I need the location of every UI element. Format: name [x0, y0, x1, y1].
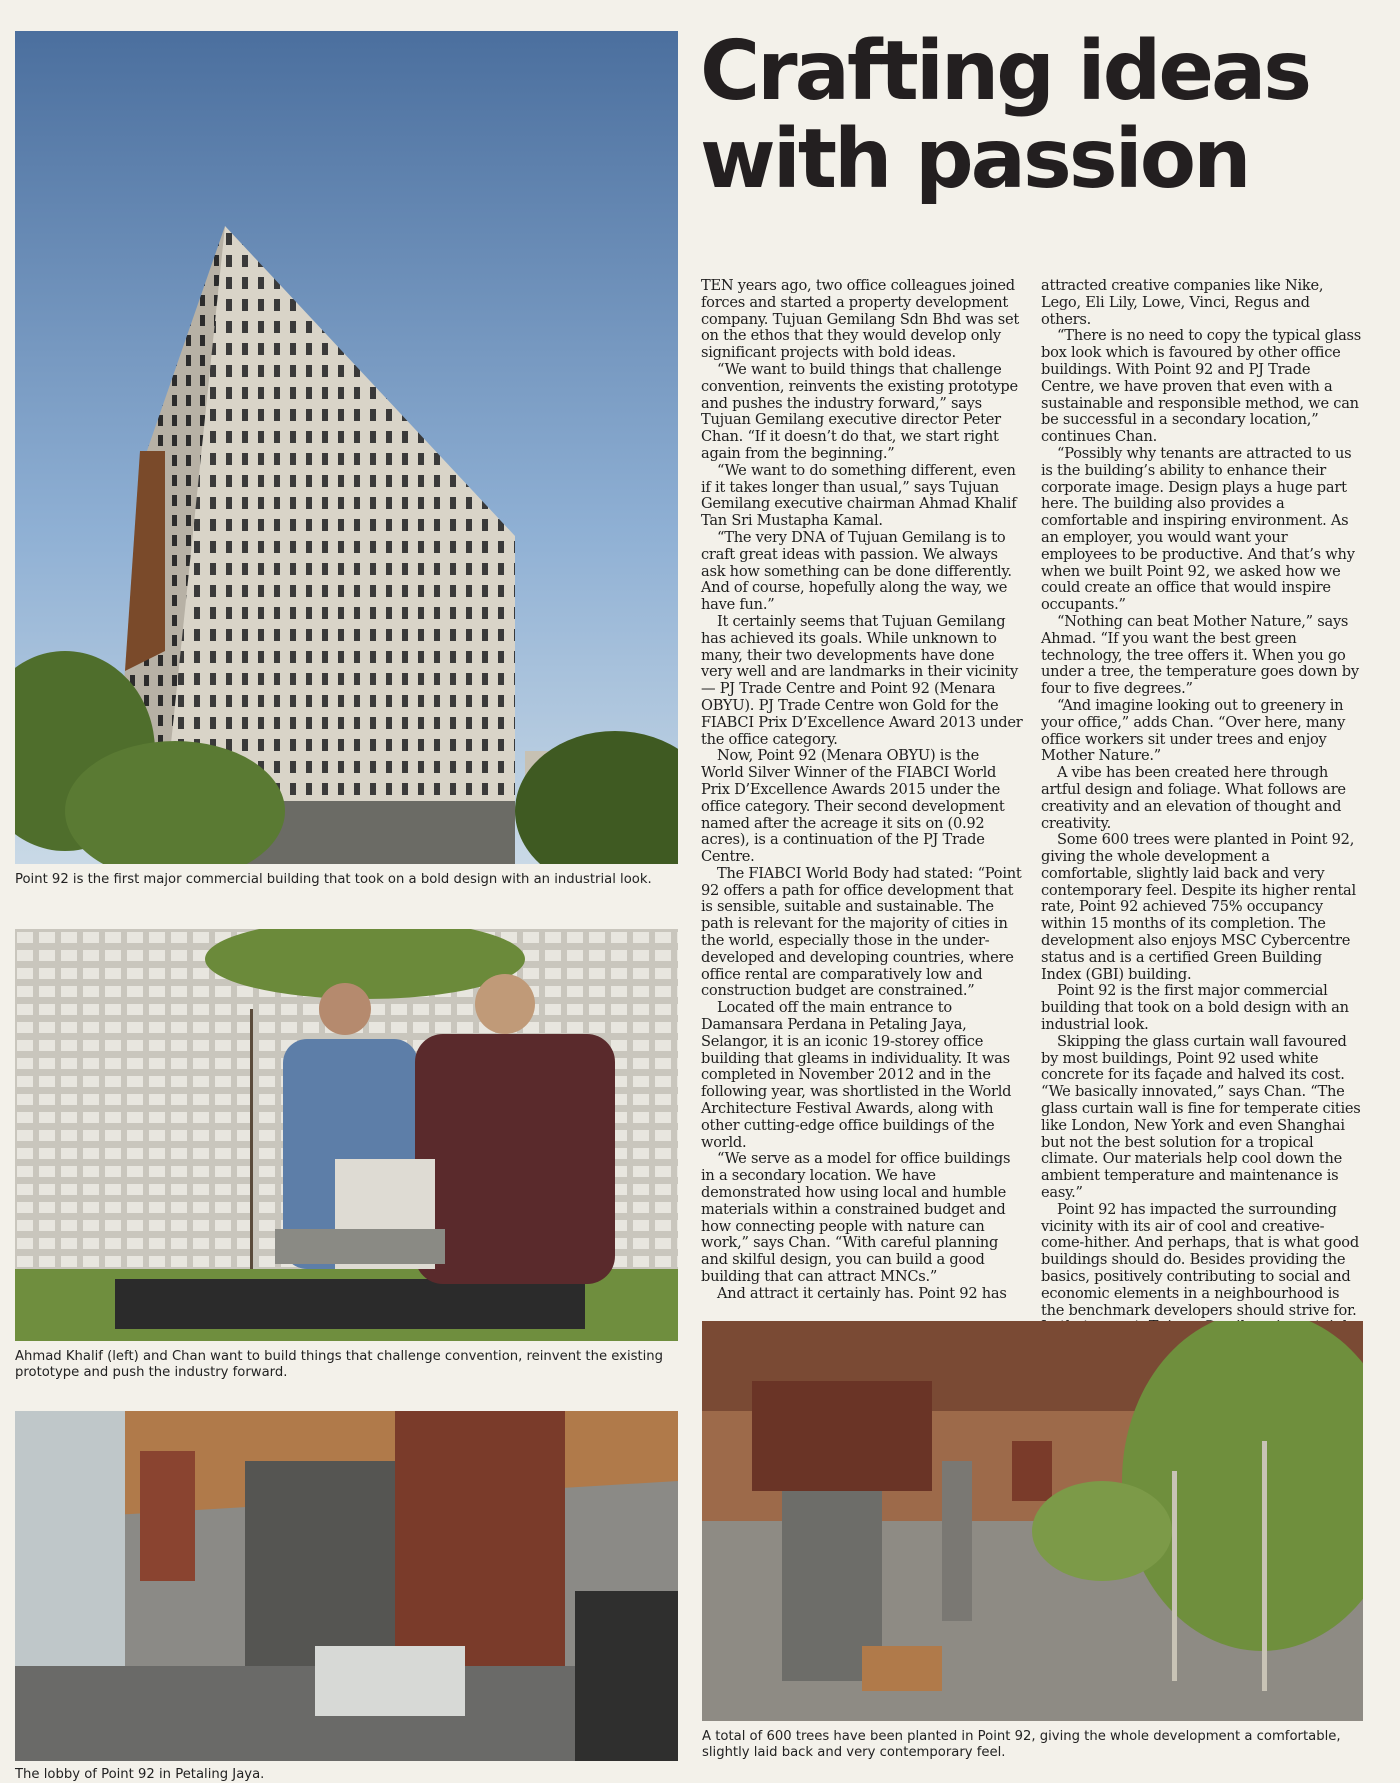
paragraph: “We serve as a model for office buildings in a secondary location. We have demonstrated how using local and humble materials within a constrained budget and how connecting people with nature can work,” says Chan. “With careful planning and skilful design, you can build a good building that can attract MNCs.” [701, 1150, 1011, 1286]
people-caption: Ahmad Khalif (left) and Chan want to build things that challenge convention, reinvent the existing prototype and push the industry forward. [15, 1349, 664, 1380]
paragraph: “Possibly why tenants are attracted to us is the building’s ability to enhance their corporate image. Design plays a huge part here. The building also provides a comfortable and inspiring environment. As an employer, you would want your employees to be productive. And that’s why when we built Point 92, we asked how we could create an office that would inspire occupants.” [1041, 444, 1355, 614]
paragraph: “We want to build things that challenge convention, reinvents the existing prototype and pushes the industry forward,” says Tujuan Gemilang executive director Peter Chan. “If it doesn’t do that, we start right again from the beginning.” [701, 360, 1018, 462]
building-photo [15, 31, 678, 864]
paragraph: And attract it certainly has. Point 92 has [717, 1284, 1007, 1302]
paragraph: attracted creative companies like Nike, Lego, Eli Lily, Lowe, Vinci, Regus and others. [1041, 277, 1324, 328]
paragraph: It certainly seems that Tujuan Gemilang has achieved its goals. While unknown to many, their two developments have done very well and are landmarks in their vicinity — PJ Trade Centre and Point 92 (Menara OBYU). PJ Trade Centre won Gold for the FIABCI Prix D’Excellence Award 2013 under the office category. [701, 612, 1023, 748]
trees-photo [702, 1321, 1363, 1721]
article-column-2 [1041, 278, 1363, 1353]
paragraph: Now, Point 92 (Menara OBYU) is the World Silver Winner of the FIABCI World Prix D’Excellence Awards 2015 under the office category. Their second development named after the acreage it sits on (0.92 acres), is a continuation of the PJ Trade Centre. [701, 747, 1005, 866]
paragraph: Point 92 is the first major commercial building that took on a bold design with an industrial look. [1041, 982, 1349, 1034]
article-column-1 [701, 278, 1023, 1303]
paragraph: Some 600 trees were planted in Point 92, giving the whole development a comfortable, slightly laid back and very contemporary feel. Despite its higher rental rate, Point 92 achieved 75% occupancy within 15 months of its completion. The development also enjoys MSC Cybercentre status and is a certified Green Building Index (GBI) building. [1041, 831, 1356, 983]
lobby-photo [15, 1411, 678, 1761]
paragraph: A vibe has been created here through artful design and foliage. What follows are creativity and an elevation of thought and creativity. [1041, 764, 1346, 832]
people-photo [15, 929, 678, 1341]
trees-caption: A total of 600 trees have been planted in Point 92, giving the whole development a comfortable, slightly laid back and very contemporary feel. [702, 1729, 1341, 1760]
paragraph: “The very DNA of Tujuan Gemilang is to craft great ideas with passion. We always ask how something can be done differently. And of course, hopefully along the way, we have fun.” [701, 528, 1012, 614]
paragraph: “There is no need to copy the typical glass box look which is favoured by other office buildings. With Point 92 and PJ Trade Centre, we have proven that even with a sustainable and responsible method, we can be successful in a secondary location,” continues Chan. [1041, 327, 1362, 446]
paragraph: “And imagine looking out to greenery in your office,” adds Chan. “Over here, many office workers sit under trees and enjoy Mother Nature.” [1041, 696, 1346, 765]
paragraph: TEN years ago, two office colleagues joined forces and started a property development company. Tujuan Gemilang Sdn Bhd was set on the ethos that they would develop only significant projects with bold ideas. [701, 277, 1019, 362]
lobby-caption: The lobby of Point 92 in Petaling Jaya. [15, 1767, 265, 1782]
paragraph: Point 92 has impacted the surrounding vicinity with its air of cool and creative-come-hither. And perhaps, that is what good buildings should do. Besides providing the basics, positively contributing to social and economic elements in a neighbourhood is the benchmark developers should strive for. [1041, 1200, 1359, 1319]
paragraph: The FIABCI World Body had stated: “Point 92 offers a path for office development that is sensible, suitable and sustainable. The path is relevant for the majority of cities in the world, especially those in the under-developed and developing countries, where office rental are comparatively low and construction budget are constrained.” [701, 864, 1022, 1000]
headline: Crafting ideas with passion [700, 24, 1310, 207]
building-caption: Point 92 is the first major commercial building that took on a bold design with an industrial look. [15, 872, 652, 887]
paragraph: Skipping the glass curtain wall favoured by most buildings, Point 92 used white concrete for its façade and halved its cost. “We basically innovated,” says Chan. “The glass curtain wall is fine for temperate cities like London, New York and even Shanghai but not the best solution for a tropical climate. Our materials help cool down the ambient temperature and maintenance is easy.” [1041, 1032, 1361, 1202]
paragraph: “We want to do something different, even if it takes longer than usual,” says Tujuan Gemilang executive chairman Ahmad Khalif Tan Sri Mustapha Kamal. [701, 461, 1017, 530]
paragraph: “Nothing can beat Mother Nature,” says Ahmad. “If you want the best green technology, the tree offers it. When you go under a tree, the temperature goes down by four to five degrees.” [1041, 612, 1359, 698]
paragraph: Located off the main entrance to Damansara Perdana in Petaling Jaya, Selangor, it is an iconic 19-storey office building that gleams in individuality. It was completed in November 2012 and in the following year, was shortlisted in the World Architecture Festival Awards, along with other cutting-edge office buildings of the world. [701, 999, 1012, 1151]
